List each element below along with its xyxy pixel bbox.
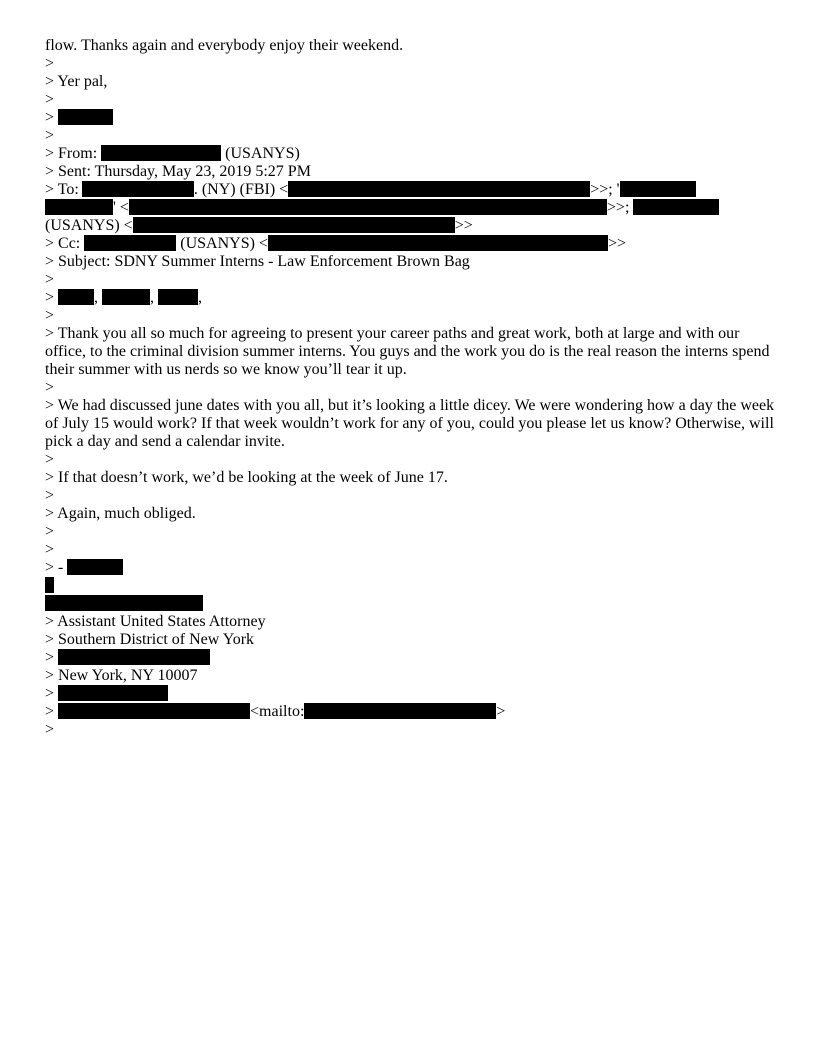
redaction-box (67, 559, 123, 575)
signature-dash: > - (45, 559, 64, 576)
redaction-box (82, 181, 194, 197)
to-line (45, 181, 775, 199)
quote-line: > (45, 55, 55, 72)
to-org: . (NY) (FBI) < (193, 181, 289, 198)
redaction-box (268, 235, 608, 251)
comma: , (198, 289, 203, 306)
quote-line: > (45, 271, 55, 288)
quote-line: > (45, 541, 55, 558)
cc-separator: >> (607, 235, 626, 252)
body-paragraph: > Again, much obliged. (45, 505, 196, 522)
redaction-box (58, 649, 210, 665)
quote-mark: > (45, 685, 55, 702)
redaction-box (84, 235, 176, 251)
text-line: > Yer pal, (45, 73, 108, 90)
redaction-box (158, 289, 198, 305)
body-paragraph: > We had discussed june dates with you all, but it’s looking a little dicey. We were wondering how a day the week of July 15 would work? If that week wouldn’t work for any of you, could you please let us know? Otherwise, will pick a day and send a calendar invite. (45, 397, 775, 450)
quote-line: > (45, 451, 55, 468)
quote-line: > (45, 487, 55, 504)
redaction-box (133, 217, 455, 233)
redaction-box (58, 289, 94, 305)
comma: , (94, 289, 99, 306)
redaction-box (101, 145, 221, 161)
comma: , (150, 289, 155, 306)
quote-line: > (45, 523, 55, 540)
quote-line: > (45, 379, 55, 396)
from-label: > From: (45, 145, 98, 162)
signature-district: > Southern District of New York (45, 631, 255, 648)
from-line (45, 145, 775, 163)
email-document (45, 37, 775, 739)
quote-mark: > (45, 109, 55, 126)
text-line: flow. Thanks again and everybody enjoy their weekend. (45, 37, 404, 54)
signature-redacted-line (45, 577, 775, 595)
signature-phone-line (45, 685, 775, 703)
to-line-continued (45, 217, 775, 235)
mailto-label: <mailto: (250, 703, 305, 720)
signature-email-line (45, 703, 775, 721)
to-label: > To: (45, 181, 79, 198)
signature-redacted-line (45, 595, 775, 613)
signature-address-line (45, 649, 775, 667)
sent-line: > Sent: Thursday, May 23, 2019 5:27 PM (45, 163, 311, 180)
body-paragraph: > If that doesn’t work, we’d be looking at the week of June 17. (45, 469, 448, 486)
to-separator: >> (454, 217, 473, 234)
subject-line: > Subject: SDNY Summer Interns - Law Enforcement Brown Bag (45, 253, 470, 270)
redaction-box (633, 199, 719, 215)
redaction-box (288, 181, 590, 197)
quote-line: > (45, 91, 55, 108)
cc-label: > Cc: (45, 235, 81, 252)
to-line-continued (45, 199, 775, 217)
quote-line: > (45, 721, 55, 738)
redaction-box (102, 289, 150, 305)
to-separator: >>; ' (590, 181, 620, 198)
redaction-box (304, 703, 496, 719)
redaction-box (58, 703, 250, 719)
redaction-box (45, 577, 54, 593)
quote-line: > (45, 127, 55, 144)
signature-name-line (45, 109, 775, 127)
signature-title: > Assistant United States Attorney (45, 613, 266, 630)
redaction-box (45, 595, 203, 611)
quote-mark: > (45, 289, 55, 306)
quote-mark: > (45, 649, 55, 666)
signature-city: > New York, NY 10007 (45, 667, 198, 684)
redaction-box (58, 685, 168, 701)
to-org: (USANYS) < (45, 217, 133, 234)
body-paragraph: > Thank you all so much for agreeing to present your career paths and great work, both at large and with our office, to the criminal division summer interns. You guys and the work you do is the real reason the interns spend their summer with us nerds so we know you’ll tear it up. (45, 325, 770, 378)
from-org: (USANYS) (225, 145, 300, 162)
cc-line (45, 235, 775, 253)
redaction-box (129, 199, 607, 215)
to-separator: >>; (606, 199, 630, 216)
redaction-box (58, 109, 113, 125)
quote-line: > (45, 307, 55, 324)
greeting-line (45, 289, 775, 307)
cc-org: (USANYS) < (180, 235, 268, 252)
redaction-box (620, 181, 696, 197)
quote-mark: > (45, 703, 55, 720)
signature-dash-line (45, 559, 775, 577)
to-separator: ' < (113, 199, 129, 216)
mailto-end: > (496, 703, 506, 720)
redaction-box (45, 199, 113, 215)
